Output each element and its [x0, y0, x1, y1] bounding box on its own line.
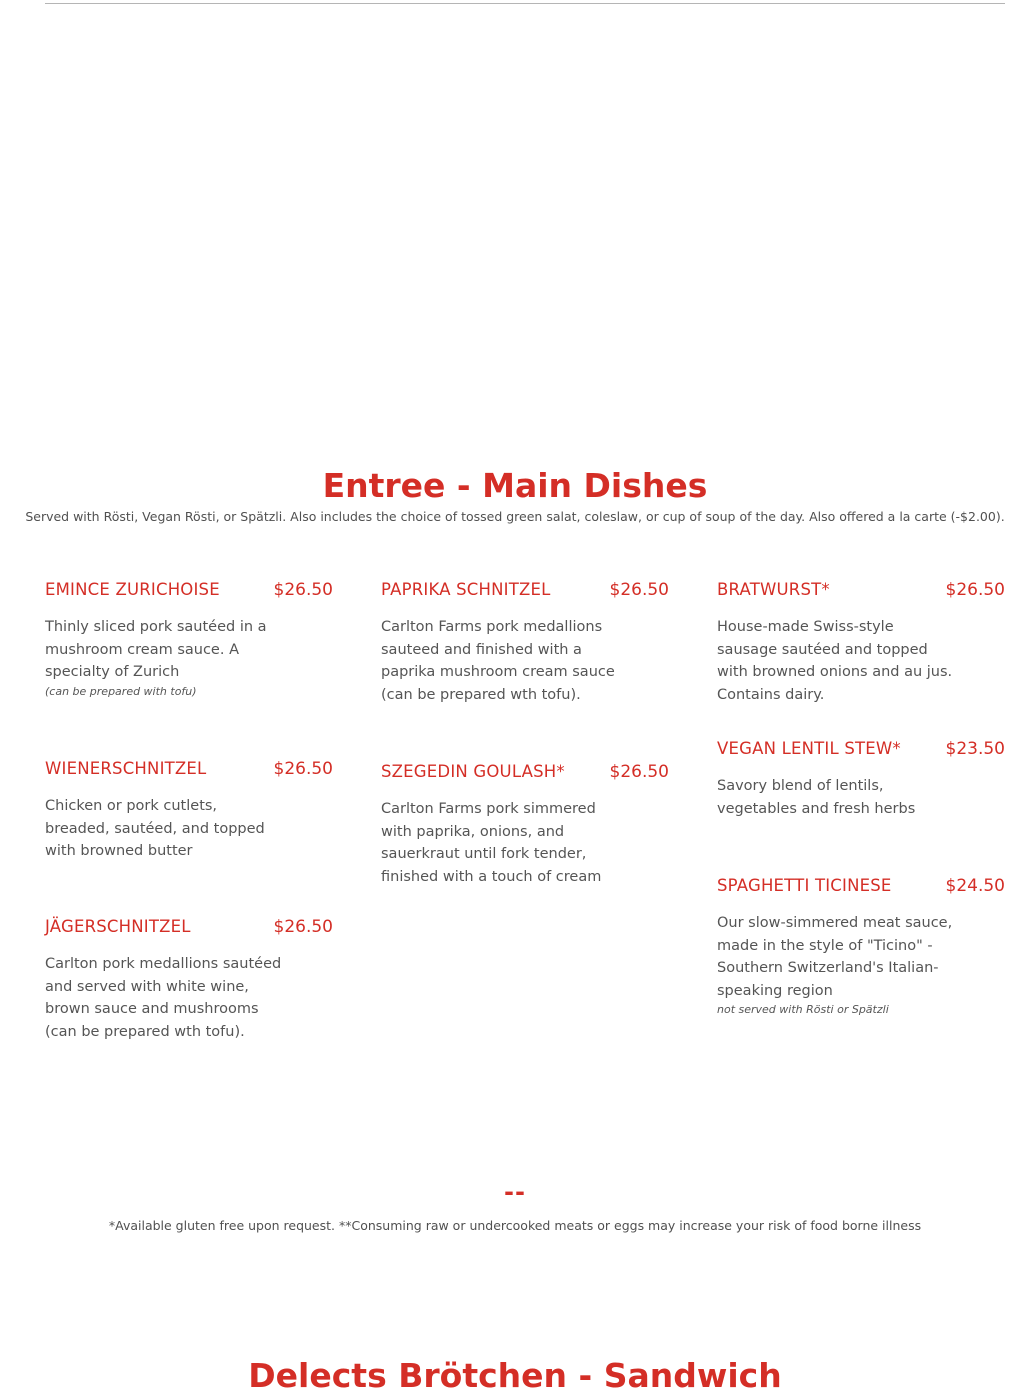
item-name: BRATWURST* — [717, 580, 830, 599]
item-price: $26.50 — [273, 580, 333, 600]
item-description: Carlton Farms pork medallions sauteed and finished with a paprika mushroom cream sauce (can be prepared wth tofu). — [381, 619, 615, 703]
section-divider-mark: -- — [504, 1178, 526, 1206]
item-name: EMINCE ZURICHOISE — [45, 580, 220, 599]
item-name: SPAGHETTI TICINESE — [717, 876, 892, 895]
menu-item-jagerschnitzel — [45, 917, 333, 1043]
item-price: $26.50 — [609, 580, 669, 600]
next-section-title: Delects Brötchen - Sandwich — [248, 1356, 782, 1395]
item-name: PAPRIKA SCHNITZEL — [381, 580, 551, 599]
item-name: JÄGERSCHNITZEL — [45, 917, 191, 936]
menu-item-emince-zurichoise — [45, 580, 333, 699]
menu-item-bratwurst — [717, 580, 1005, 706]
item-description: Carlton pork medallions sautéed and served with white wine, brown sauce and mushrooms (can be prepared wth tofu). — [45, 956, 282, 1040]
item-price: $26.50 — [945, 580, 1005, 600]
allergen-footnote: *Available gluten free upon request. **Consuming raw or undercooked meats or eggs may increase your risk of food borne illness — [108, 1218, 922, 1233]
item-price: $26.50 — [609, 762, 669, 782]
item-description: Chicken or pork cutlets, breaded, sautéed, and topped with browned butter — [45, 798, 265, 859]
menu-item-spaghetti-ticinese — [717, 876, 1005, 1017]
item-price: $23.50 — [945, 739, 1005, 759]
top-divider — [45, 3, 1005, 4]
item-name: WIENERSCHNITZEL — [45, 759, 207, 778]
entree-section-subtitle: Served with Rösti, Vegan Rösti, or Spätzli. Also includes the choice of tossed green salat, coleslaw, or cup of soup of the day. Also offered a la carte (-$2.00). — [25, 509, 1005, 524]
item-description: House-made Swiss-style sausage sautéed and topped with browned onions and au jus. Contains dairy. — [717, 619, 953, 703]
item-name: VEGAN LENTIL STEW* — [717, 739, 901, 758]
item-note: not served with Rösti or Spätzli — [717, 1003, 889, 1016]
item-price: $24.50 — [945, 876, 1005, 896]
item-description: Our slow-simmered meat sauce, made in the style of "Ticino" - Southern Switzerland's Italian-speaking region — [717, 915, 953, 999]
menu-item-vegan-lentil-stew — [717, 739, 1005, 820]
item-price: $26.50 — [273, 917, 333, 937]
item-name: SZEGEDIN GOULASH* — [381, 762, 565, 781]
item-note: (can be prepared with tofu) — [45, 684, 197, 698]
menu-item-szegedin-goulash — [381, 762, 669, 888]
entree-section-title: Entree - Main Dishes — [322, 466, 708, 505]
menu-item-wienerschnitzel — [45, 759, 333, 863]
item-description: Thinly sliced pork sautéed in a mushroom cream sauce. A specialty of Zurich — [45, 619, 267, 680]
item-price: $26.50 — [273, 759, 333, 779]
item-description: Carlton Farms pork simmered with paprika, onions, and sauerkraut until fork tender, finished with a touch of cream — [381, 801, 602, 885]
menu-item-paprika-schnitzel — [381, 580, 669, 706]
item-description: Savory blend of lentils, vegetables and fresh herbs — [717, 778, 916, 817]
